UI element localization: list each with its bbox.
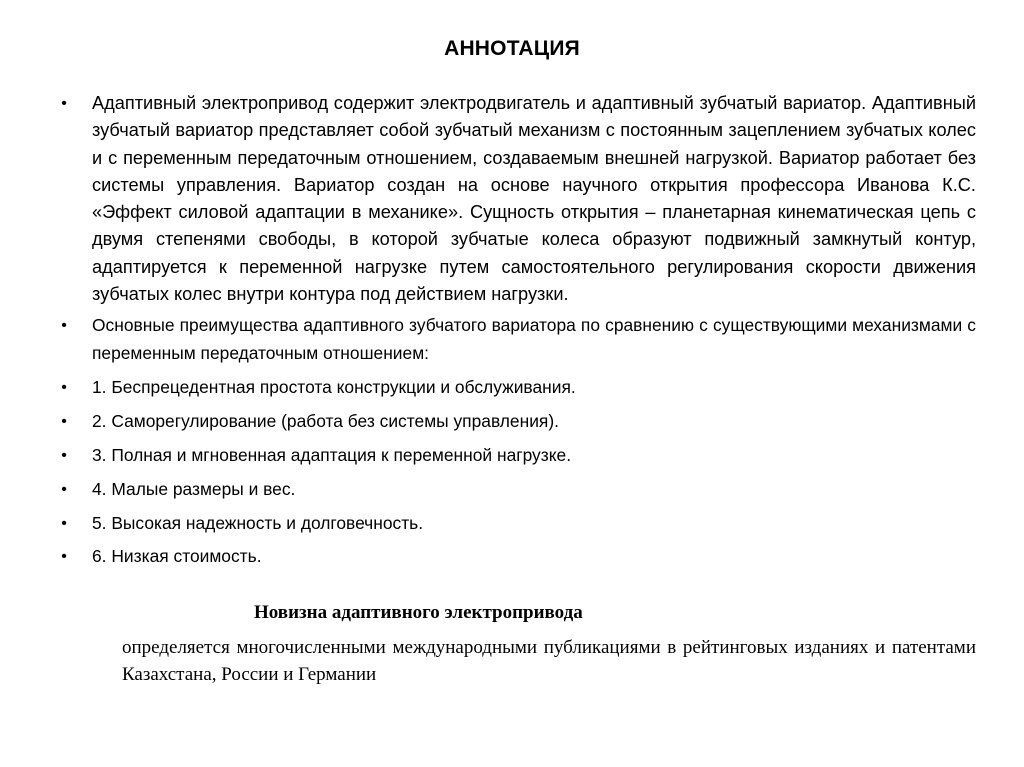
bullet-icon: • [61, 378, 67, 396]
bullet-list [56, 90, 976, 577]
bullet-advantages-intro [56, 312, 976, 367]
bullet-text: Адаптивный электропривод содержит электродвигатель и адаптивный зубчатый вариатор. Адаптивный зубчатый вариатор представляет собой зубчатый механизм с постоянным зацеплением зубчатых колес и с переменным передаточным отношением, создаваемым внешней нагрузкой. Вариатор работает без системы управления. Вариатор создан на основе научного открытия профессора Иванова К.С. «Эффект силовой адаптации в механике». Сущность открытия – планетарная кинематическая цепь с двумя степенями свободы, в которой зубчатые колеса образуют подвижный замкнутый контур, адаптируется к переменной нагрузке путем самостоятельного регулирования скорости движения зубчатых колес внутри контура под действием нагрузки. [92, 93, 976, 305]
advantage-text: 4. Малые размеры и вес. [92, 478, 296, 499]
advantage-item [56, 374, 976, 401]
bullet-description [56, 90, 976, 308]
bullet-text: Основные преимущества адаптивного зубчатого вариатора по сравнению с существующими механизмами с переменным передаточным отношением: [92, 315, 976, 363]
novelty-text: определяется многочисленными международными публикациями в рейтинговых изданиях и патентами Казахстана, России и Германии [122, 637, 976, 685]
advantage-item [56, 510, 976, 537]
advantage-text: 5. Высокая надежность и долговечность. [92, 512, 424, 533]
novelty-heading: Новизна адаптивного электропривода [254, 602, 583, 623]
advantage-item [56, 442, 976, 469]
slide-title: АННОТАЦИЯ [444, 37, 580, 60]
bullet-icon: • [61, 446, 67, 464]
advantage-text: 1. Беспрецедентная простота конструкции и обслуживания. [92, 376, 576, 397]
bullet-icon: • [61, 548, 67, 566]
advantage-item [56, 476, 976, 503]
advantage-text: 6. Низкая стоимость. [92, 546, 262, 567]
bullet-icon: • [61, 95, 67, 112]
advantage-text: 2. Саморегулирование (работа без системы управления). [92, 410, 559, 431]
bullet-icon: • [61, 317, 67, 335]
bullet-icon: • [61, 514, 67, 532]
advantage-text: 3. Полная и мгновенная адаптация к переменной нагрузке. [92, 444, 572, 465]
advantage-item [56, 543, 976, 570]
bullet-icon: • [61, 412, 67, 430]
bullet-icon: • [61, 480, 67, 498]
advantage-item [56, 408, 976, 435]
